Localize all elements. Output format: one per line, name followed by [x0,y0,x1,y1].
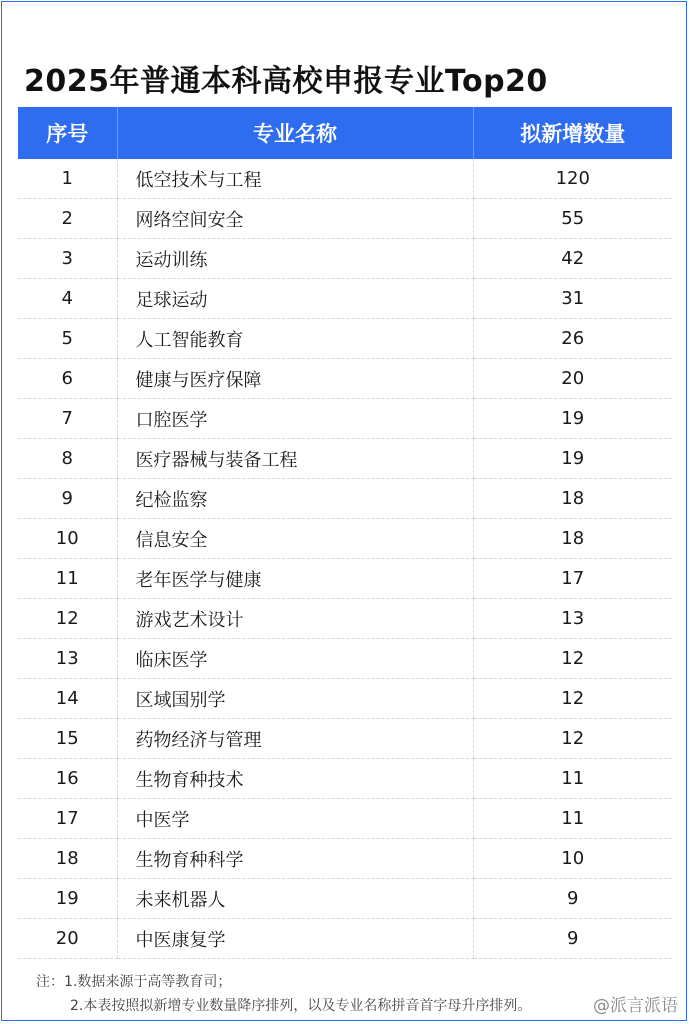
table-row [18,399,672,439]
count-cell: 31 [473,279,672,319]
count-cell: 13 [473,599,672,639]
page-title: 2025年普通本科高校申报专业Top20 [24,64,548,100]
major-name-cell: 老年医学与健康 [117,559,473,599]
rank-cell: 9 [18,479,117,519]
table-body [18,159,672,959]
rank-cell: 16 [18,759,117,799]
major-name-cell: 低空技术与工程 [117,159,473,199]
count-cell: 12 [473,639,672,679]
footnote-2: 2.本表按照拟新增专业数量降序排列，以及专业名称拼音首字母升序排列。 [70,998,532,1014]
header-major-name: 专业名称 [117,107,473,159]
count-cell: 10 [473,839,672,879]
count-cell: 11 [473,799,672,839]
header-count: 拟新增数量 [473,107,672,159]
count-cell: 9 [473,919,672,959]
header-rank: 序号 [18,107,117,159]
major-name-cell: 网络空间安全 [117,199,473,239]
table-row [18,919,672,959]
major-name-cell: 足球运动 [117,279,473,319]
major-name-cell: 人工智能教育 [117,319,473,359]
count-cell: 17 [473,559,672,599]
major-name-cell: 口腔医学 [117,399,473,439]
major-name-cell: 生物育种技术 [117,759,473,799]
major-name-cell: 信息安全 [117,519,473,559]
rank-cell: 20 [18,919,117,959]
table-row [18,559,672,599]
count-cell: 19 [473,399,672,439]
major-name-cell: 中医康复学 [117,919,473,959]
table-row [18,719,672,759]
table-row [18,199,672,239]
table-row [18,599,672,639]
watermark: @派言派语 [593,996,678,1016]
count-cell: 18 [473,479,672,519]
count-cell: 18 [473,519,672,559]
table-row [18,759,672,799]
table-row [18,359,672,399]
major-name-cell: 运动训练 [117,239,473,279]
count-cell: 42 [473,239,672,279]
footnotes [36,970,531,1018]
table-row [18,279,672,319]
major-name-cell: 区域国别学 [117,679,473,719]
count-cell: 12 [473,679,672,719]
table-row [18,879,672,919]
major-name-cell: 未来机器人 [117,879,473,919]
rank-cell: 8 [18,439,117,479]
ranking-table [18,107,672,959]
count-cell: 20 [473,359,672,399]
table-row [18,479,672,519]
table-row [18,839,672,879]
rank-cell: 7 [18,399,117,439]
major-name-cell: 医疗器械与装备工程 [117,439,473,479]
rank-cell: 6 [18,359,117,399]
rank-cell: 5 [18,319,117,359]
table-row [18,639,672,679]
count-cell: 9 [473,879,672,919]
rank-cell: 12 [18,599,117,639]
count-cell: 19 [473,439,672,479]
rank-cell: 2 [18,199,117,239]
table-row [18,799,672,839]
table-header [18,107,672,159]
table-row [18,319,672,359]
major-name-cell: 纪检监察 [117,479,473,519]
major-name-cell: 药物经济与管理 [117,719,473,759]
rank-cell: 17 [18,799,117,839]
major-name-cell: 临床医学 [117,639,473,679]
rank-cell: 10 [18,519,117,559]
count-cell: 55 [473,199,672,239]
table-row [18,519,672,559]
count-cell: 26 [473,319,672,359]
major-name-cell: 游戏艺术设计 [117,599,473,639]
major-name-cell: 健康与医疗保障 [117,359,473,399]
rank-cell: 15 [18,719,117,759]
rank-cell: 18 [18,839,117,879]
table-row [18,159,672,199]
rank-cell: 14 [18,679,117,719]
rank-cell: 19 [18,879,117,919]
table-row [18,679,672,719]
header-row [18,107,672,159]
footnote-1: 注：1.数据来源于高等教育司； [36,974,232,990]
rank-cell: 13 [18,639,117,679]
count-cell: 11 [473,759,672,799]
table-row [18,439,672,479]
major-name-cell: 生物育种科学 [117,839,473,879]
rank-cell: 1 [18,159,117,199]
rank-cell: 3 [18,239,117,279]
table-row [18,239,672,279]
count-cell: 120 [473,159,672,199]
rank-cell: 11 [18,559,117,599]
major-name-cell: 中医学 [117,799,473,839]
rank-cell: 4 [18,279,117,319]
count-cell: 12 [473,719,672,759]
